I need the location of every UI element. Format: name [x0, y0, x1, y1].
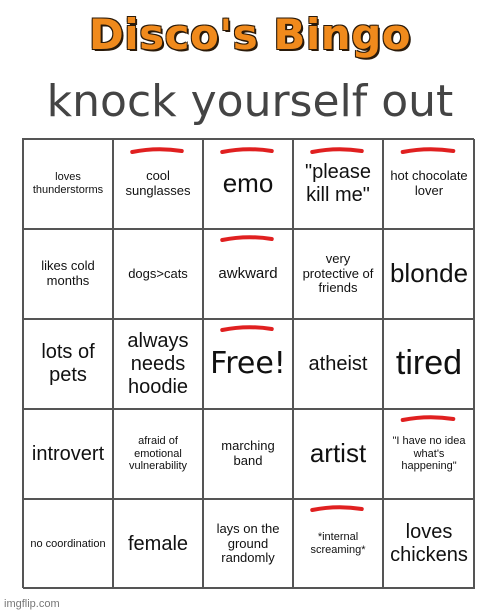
bingo-cell-please-kill-me[interactable]: "please kill me": [293, 139, 383, 229]
bingo-cell-artist[interactable]: artist: [293, 409, 383, 499]
bingo-cell-i-have-no-idea-what-s-happening[interactable]: "I have no idea what's happening": [383, 409, 475, 499]
bingo-board: [22, 138, 474, 588]
bingo-cell-lays-on-the-ground-randomly[interactable]: lays on the ground randomly: [203, 499, 293, 589]
bingo-cell-awkward[interactable]: awkward: [203, 229, 293, 319]
bingo-cell-likes-cold-months[interactable]: likes cold months: [23, 229, 113, 319]
bingo-cell-emo[interactable]: emo: [203, 139, 293, 229]
bingo-title: Disco's Bingo: [88, 10, 412, 59]
bingo-cell-introvert[interactable]: introvert: [23, 409, 113, 499]
bingo-cell-dogs-cats[interactable]: dogs>cats: [113, 229, 203, 319]
bingo-cell-always-needs-hoodie[interactable]: always needs hoodie: [113, 319, 203, 409]
bingo-cell-free[interactable]: Free!: [203, 319, 293, 409]
bingo-cell-loves-chickens[interactable]: loves chickens: [383, 499, 475, 589]
watermark: imgflip.com: [4, 598, 60, 610]
bingo-subtitle: knock yourself out: [46, 76, 454, 127]
bingo-cell-female[interactable]: female: [113, 499, 203, 589]
bingo-cell-blonde[interactable]: blonde: [383, 229, 475, 319]
bingo-cell-atheist[interactable]: atheist: [293, 319, 383, 409]
bingo-cell-afraid-of-emotional-vulnerability[interactable]: afraid of emotional vulnerability: [113, 409, 203, 499]
bingo-cell-marching-band[interactable]: marching band: [203, 409, 293, 499]
bingo-cell-internal-screaming[interactable]: *internal screaming*: [293, 499, 383, 589]
bingo-cell-very-protective-of-friends[interactable]: very protective of friends: [293, 229, 383, 319]
bingo-cell-loves-thunderstorms[interactable]: loves thunderstorms: [23, 139, 113, 229]
bingo-cell-no-coordination[interactable]: no coordination: [23, 499, 113, 589]
bingo-cell-tired[interactable]: tired: [383, 319, 475, 409]
bingo-cell-hot-chocolate-lover[interactable]: hot chocolate lover: [383, 139, 475, 229]
bingo-cell-cool-sunglasses[interactable]: cool sunglasses: [113, 139, 203, 229]
bingo-cell-lots-of-pets[interactable]: lots of pets: [23, 319, 113, 409]
